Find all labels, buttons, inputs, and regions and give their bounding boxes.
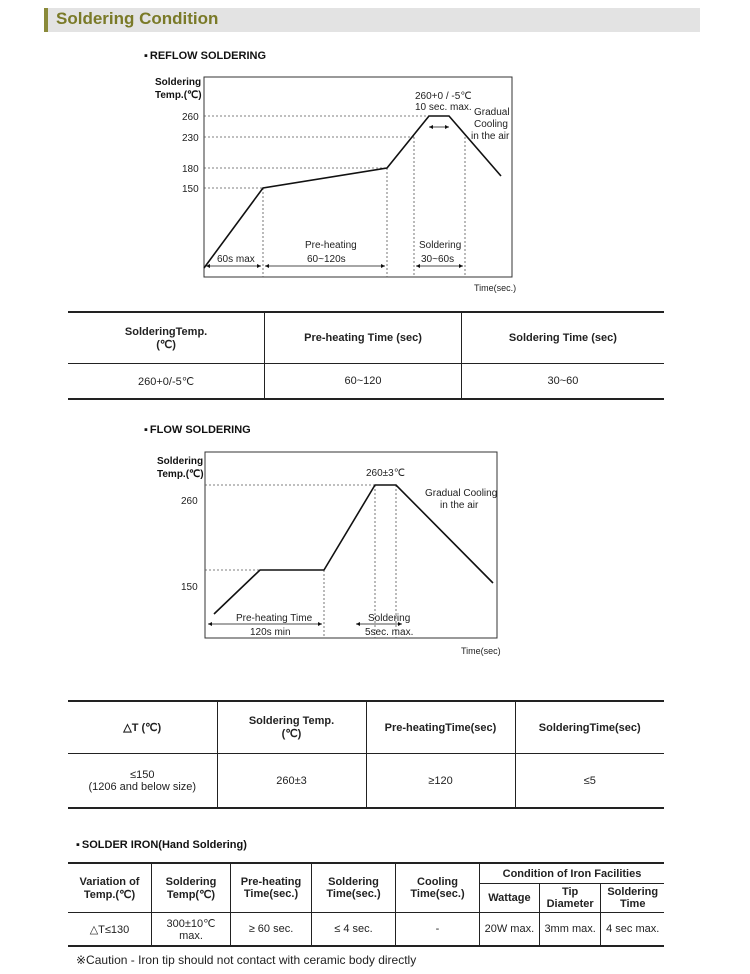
iron-cell-soldering-time: ≤ 4 sec. [312, 913, 396, 947]
reflow-span-1-label: 60s max [217, 254, 255, 265]
flow-solder-value: 5sec. max. [365, 627, 414, 638]
iron-cell-tip: 3mm max. [539, 913, 601, 947]
reflow-col-soldering: Soldering Time (sec) [461, 312, 664, 364]
iron-section-label: ▪ SOLDER IRON(Hand Soldering) [76, 839, 247, 851]
reflow-cell-temp: 260+0/-5℃ [138, 375, 195, 388]
reflow-col-preheat: Pre-heating Time (sec) [265, 312, 462, 364]
flow-ytick-260: 260 [181, 496, 198, 507]
flow-ytick-150: 150 [181, 582, 198, 593]
reflow-ytick-180: 180 [182, 164, 199, 175]
iron-cell-sold-time: 4 sec max. [601, 913, 664, 947]
reflow-solder-value: 30~60s [421, 254, 455, 265]
flow-col-preheat: Pre-heatingTime(sec) [366, 701, 515, 754]
iron-col-cooling: Cooling Time(sec.) [396, 863, 480, 913]
flow-section-label: ▪ FLOW SOLDERING [144, 424, 251, 436]
iron-col-soldering-temp: Soldering Temp(℃) [152, 863, 231, 913]
reflow-cell-preheat: 60~120 [265, 364, 462, 400]
iron-col-tip: Tip Diameter [539, 884, 601, 913]
iron-cell-preheating: ≥ 60 sec. [231, 913, 312, 947]
iron-col-variation: Variation of Temp.(℃) [68, 863, 152, 913]
flow-solder-label: Soldering [368, 613, 411, 624]
flow-col-soldering: SolderingTime(sec) [515, 701, 664, 754]
table-row [68, 913, 664, 947]
iron-col-soldering-time: Soldering Time(sec.) [312, 863, 396, 913]
reflow-preheat-value: 60~120s [307, 254, 346, 265]
reflow-ylabel-line2: Temp.(℃) [155, 90, 202, 101]
flow-col-temp: Soldering Temp. (℃) [217, 701, 366, 754]
flow-cell-soldering: ≤5 [515, 754, 664, 809]
reflow-preheat-label: Pre-heating [305, 240, 357, 251]
table-row [68, 754, 664, 809]
flow-cooling-label-1: Gradual Cooling [425, 488, 498, 499]
iron-col-group: Condition of Iron Facilities [480, 863, 665, 884]
reflow-cell-soldering: 30~60 [461, 364, 664, 400]
iron-cell-cooling: - [396, 913, 480, 947]
flow-peak-label: 260±3℃ [366, 468, 405, 479]
reflow-ytick-150: 150 [182, 184, 199, 195]
flow-chart-group [157, 452, 501, 656]
flow-cell-preheat: ≥120 [366, 754, 515, 809]
flow-cell-temp: 260±3 [217, 754, 366, 809]
flow-cooling-label-2: in the air [440, 500, 479, 511]
reflow-peak-label-1: 260+0 / -5℃ [415, 91, 472, 102]
reflow-peak-label-2: 10 sec. max. [415, 102, 472, 113]
iron-table [68, 862, 664, 947]
flow-ylabel-line2: Temp.(℃) [157, 469, 204, 480]
reflow-cooling-label-2: Cooling [474, 119, 508, 130]
reflow-ytick-260: 260 [182, 112, 199, 123]
reflow-cooling-label-3: in the air [471, 131, 510, 142]
reflow-ylabel-line1: Soldering [155, 77, 202, 88]
reflow-col-temp: SolderingTemp. (℃) [68, 312, 265, 364]
flow-xlabel: Time(sec) [461, 646, 501, 656]
table-row [68, 364, 664, 400]
iron-cell-wattage: 20W max. [480, 913, 540, 947]
reflow-xlabel: Time(sec.) [474, 283, 517, 293]
iron-col-preheating: Pre-heating Time(sec.) [231, 863, 312, 913]
flow-ylabel-line1: Soldering [157, 456, 204, 467]
flow-table [68, 700, 664, 809]
page-title: Soldering Condition [56, 9, 219, 28]
reflow-section-label: ▪ REFLOW SOLDERING [144, 50, 266, 62]
iron-cell-soldering-temp: 300±10℃ max. [152, 913, 231, 947]
reflow-ytick-230: 230 [182, 133, 199, 144]
flow-preheat-label: Pre-heating Time [236, 613, 313, 624]
reflow-chart [0, 0, 750, 300]
flow-col-delta: △T (℃) [68, 701, 217, 754]
flow-chart [0, 440, 750, 670]
reflow-solder-label: Soldering [419, 240, 462, 251]
flow-plot-frame [205, 452, 497, 638]
iron-col-sold-time: Soldering Time [601, 884, 664, 913]
reflow-cooling-label-1: Gradual [474, 107, 510, 118]
flow-cell-delta: ≤150 (1206 and below size) [88, 768, 197, 793]
iron-col-wattage: Wattage [480, 884, 540, 913]
flow-preheat-value: 120s min [250, 627, 291, 638]
iron-cell-variation: △T≤130 [89, 923, 130, 936]
caution-note: ※Caution - Iron tip should not contact with ceramic body directly [76, 953, 417, 967]
reflow-chart-group [155, 77, 516, 293]
reflow-table [68, 311, 664, 400]
